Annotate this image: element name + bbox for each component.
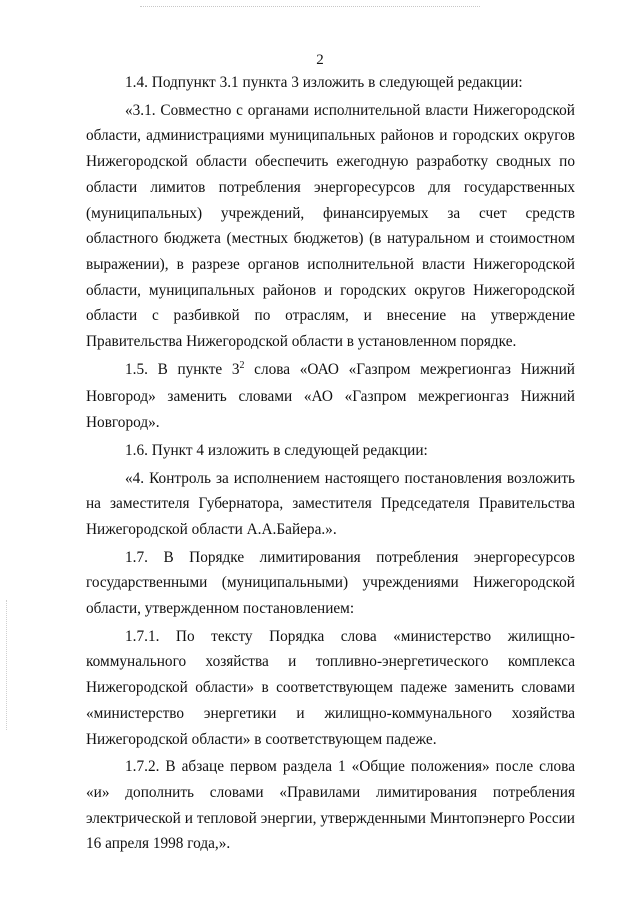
paragraph-1-7: 1.7. В Порядке лимитирования потребления энергоресурсов государственными (муниципальными) учреждениями Нижегородской области, утвержденном постановлением: <box>86 548 575 618</box>
body-text <box>86 70 575 857</box>
paragraph-1-5 <box>86 357 575 436</box>
paragraph-1-6: 1.6. Пункт 4 изложить в следующей редакции: <box>125 441 428 459</box>
page-number: 2 <box>316 52 324 68</box>
paragraph-1-5-end: слова «ОАО «Газпром межрегионгаз Нижний Новгород» заменить словами «АО «Газпром межрегионгаз Нижний Новгород». <box>86 360 575 432</box>
paragraph-3-1: «3.1. Совместно с органами исполнительной власти Нижегородской области, администрациями муниципальных районов и городских округов Нижегородской области обеспечить ежегодную разработку сводных по области лимитов потребления энергоресурсов для государственных (муниципальных) учреждений, финансируемых за счет средств областного бюджета (местных бюджетов) (в натуральном и стоимостном выражении), в разрезе органов исполнительной власти Нижегородской области, муниципальных районов и городских округов Нижегородской области с разбивкой по отраслям, и внесение на утверждение Правительства Нижегородской области в установленном порядке. <box>86 101 575 351</box>
superscript-2: 2 <box>239 359 245 371</box>
scan-artifact-left <box>6 600 7 730</box>
paragraph-1-7-2: 1.7.2. В абзаце первом раздела 1 «Общие положения» после слова «и» дополнить словами «Правилами лимитирования потребления электрической и тепловой энергии, утвержденными Минтопэнерго России 16 апреля 1998 года,». <box>86 758 575 853</box>
scan-artifact-top <box>140 6 480 7</box>
paragraph-1-7-1: 1.7.1. По тексту Порядка слова «министерство жилищно-коммунального хозяйства и топливно-энергетического комплекса Нижегородской области» в соответствующем падеже заменить словами «министерство энергетики и жилищно-коммунального хозяйства Нижегородской области» в соответствующем падеже. <box>86 627 575 748</box>
paragraph-1-4: 1.4. Подпункт 3.1 пункта 3 изложить в следующей редакции: <box>125 74 523 91</box>
paragraph-1-5-start: 1.5. В пункте 3 <box>125 360 240 378</box>
paragraph-4: «4. Контроль за исполнением настоящего постановления возложить на заместителя Губернатора, заместителя Председателя Правительства Нижегородской области А.А.Байера.». <box>86 469 575 538</box>
